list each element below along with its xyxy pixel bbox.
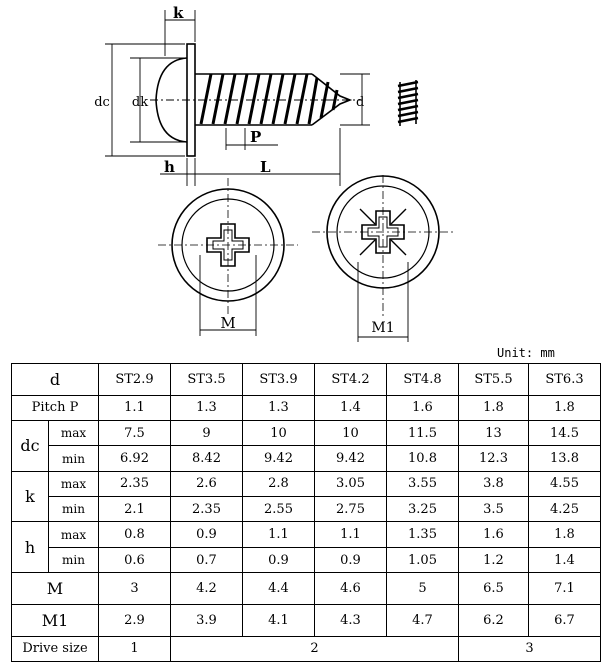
dimension-label-dk: dk: [131, 95, 149, 110]
head-top-view-pozi-recess: [312, 175, 456, 318]
row-label-h: h: [12, 522, 49, 573]
table-row-h-min: [12, 547, 601, 572]
dimension-label-p: P: [250, 128, 262, 146]
row-label-m: M: [12, 573, 99, 605]
table-cell: 1.4: [315, 395, 387, 420]
header-size: ST3.5: [171, 364, 243, 396]
row-sublabel-min: min: [49, 446, 99, 471]
table-row-pitch: [12, 395, 601, 420]
row-sublabel-max: max: [49, 522, 99, 547]
header-size: ST4.8: [387, 364, 459, 396]
table-cell: 4.2: [171, 573, 243, 605]
table-cell: 6.92: [99, 446, 171, 471]
table-cell: 2.9: [99, 604, 171, 636]
table-row-k-max: [12, 471, 601, 496]
table-cell: 0.8: [99, 522, 171, 547]
row-label-dc: dc: [12, 421, 49, 472]
table-cell: 1.6: [387, 395, 459, 420]
table-cell: 1: [99, 636, 171, 661]
table-cell: 1.35: [387, 522, 459, 547]
table-cell: 5: [387, 573, 459, 605]
table-cell: 11.5: [387, 421, 459, 446]
table-cell: 1.8: [529, 395, 601, 420]
table-cell: 0.9: [243, 547, 315, 572]
table-cell: 1.8: [529, 522, 601, 547]
table-cell: 2: [171, 636, 459, 661]
row-label-k: k: [12, 471, 49, 522]
table-cell: 6.7: [529, 604, 601, 636]
table-cell: 0.9: [315, 547, 387, 572]
table-cell: 2.75: [315, 497, 387, 522]
header-size: ST3.9: [243, 364, 315, 396]
table-cell: 10: [243, 421, 315, 446]
dimension-label-h: h: [164, 158, 175, 176]
table-cell: 3.55: [387, 471, 459, 496]
row-label-pitch: Pitch P: [12, 395, 99, 420]
table-cell: 14.5: [529, 421, 601, 446]
dimension-label-dc: dc: [94, 95, 110, 110]
head-top-view-cross-recess: [158, 178, 298, 315]
table-cell: 6.5: [459, 573, 529, 605]
table-cell: 1.3: [243, 395, 315, 420]
table-cell: 9.42: [243, 446, 315, 471]
table-cell: 10: [315, 421, 387, 446]
table-row-h-max: [12, 522, 601, 547]
table-cell: 0.9: [171, 522, 243, 547]
table-row-m1: [12, 604, 601, 636]
table-cell: 4.55: [529, 471, 601, 496]
screw-side-view: [156, 44, 418, 156]
table-cell: 3: [459, 636, 601, 661]
table-cell: 3.05: [315, 471, 387, 496]
header-label-d: d: [12, 364, 99, 396]
header-size: ST2.9: [99, 364, 171, 396]
table-cell: 2.8: [243, 471, 315, 496]
table-cell: 3.5: [459, 497, 529, 522]
table-cell: 3.8: [459, 471, 529, 496]
row-sublabel-min: min: [49, 547, 99, 572]
table-row-drive-size: [12, 636, 601, 661]
table-cell: 4.4: [243, 573, 315, 605]
table-cell: 2.6: [171, 471, 243, 496]
table-cell: 6.2: [459, 604, 529, 636]
table-cell: 7.1: [529, 573, 601, 605]
table-cell: 4.3: [315, 604, 387, 636]
table-row-k-min: [12, 497, 601, 522]
table-cell: 10.8: [387, 446, 459, 471]
table-row-dc-min: [12, 446, 601, 471]
table-cell: 1.8: [459, 395, 529, 420]
table-cell: 12.3: [459, 446, 529, 471]
table-cell: 2.35: [171, 497, 243, 522]
table-cell: 2.35: [99, 471, 171, 496]
header-size: ST4.2: [315, 364, 387, 396]
table-cell: 7.5: [99, 421, 171, 446]
table-cell: 1.1: [315, 522, 387, 547]
screw-dimensions-table: [11, 363, 601, 662]
table-cell: 1.1: [99, 395, 171, 420]
table-cell: 3.25: [387, 497, 459, 522]
header-size: ST6.3: [529, 364, 601, 396]
table-cell: 2.55: [243, 497, 315, 522]
row-sublabel-max: max: [49, 471, 99, 496]
table-cell: 4.6: [315, 573, 387, 605]
table-cell: 1.2: [459, 547, 529, 572]
table-cell: 1.4: [529, 547, 601, 572]
dimension-label-l: L: [260, 158, 271, 176]
table-row-dc-max: [12, 421, 601, 446]
table-cell: 1.3: [171, 395, 243, 420]
header-size: ST5.5: [459, 364, 529, 396]
row-label-drive-size: Drive size: [12, 636, 99, 661]
table-header-row: [12, 364, 601, 396]
table-cell: 9.42: [315, 446, 387, 471]
unit-label: Unit: mm: [497, 346, 555, 360]
row-sublabel-min: min: [49, 497, 99, 522]
row-sublabel-max: max: [49, 421, 99, 446]
table-cell: 0.6: [99, 547, 171, 572]
table-row-m: [12, 573, 601, 605]
table-cell: 4.25: [529, 497, 601, 522]
table-cell: 4.7: [387, 604, 459, 636]
table-cell: 13.8: [529, 446, 601, 471]
table-cell: 1.05: [387, 547, 459, 572]
dimension-label-d: d: [356, 95, 365, 110]
table-cell: 8.42: [171, 446, 243, 471]
table-cell: 3.9: [171, 604, 243, 636]
table-cell: 1.1: [243, 522, 315, 547]
table-cell: 2.1: [99, 497, 171, 522]
dimension-label-k: k: [173, 4, 184, 22]
table-cell: 4.1: [243, 604, 315, 636]
table-cell: 13: [459, 421, 529, 446]
row-label-m1: M1: [12, 604, 99, 636]
table-cell: 3: [99, 573, 171, 605]
dimension-label-m: M: [220, 314, 236, 332]
table-cell: 0.7: [171, 547, 243, 572]
table-cell: 9: [171, 421, 243, 446]
dimension-label-m1: M1: [371, 320, 395, 336]
table-cell: 1.6: [459, 522, 529, 547]
